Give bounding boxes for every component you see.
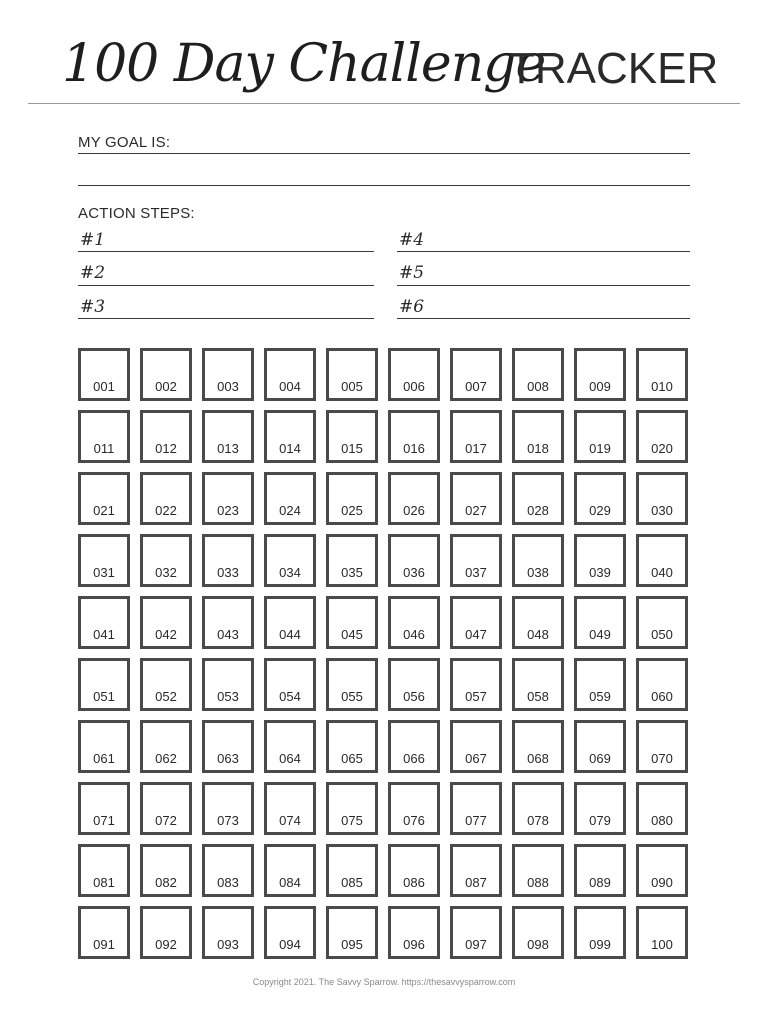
day-number: 043 bbox=[217, 627, 239, 642]
day-number: 069 bbox=[589, 751, 611, 766]
day-number: 055 bbox=[341, 689, 363, 704]
day-box[interactable] bbox=[636, 906, 688, 959]
day-number: 047 bbox=[465, 627, 487, 642]
day-number: 084 bbox=[279, 875, 301, 890]
day-box[interactable] bbox=[78, 906, 130, 959]
day-box[interactable] bbox=[574, 348, 626, 401]
day-number: 099 bbox=[589, 937, 611, 952]
day-box[interactable] bbox=[264, 658, 316, 711]
day-box[interactable] bbox=[512, 658, 564, 711]
day-box[interactable] bbox=[636, 410, 688, 463]
day-box[interactable] bbox=[450, 782, 502, 835]
day-number: 052 bbox=[155, 689, 177, 704]
day-number: 096 bbox=[403, 937, 425, 952]
day-box[interactable] bbox=[512, 534, 564, 587]
day-number: 042 bbox=[155, 627, 177, 642]
day-box[interactable] bbox=[636, 534, 688, 587]
day-box[interactable] bbox=[512, 348, 564, 401]
day-box[interactable] bbox=[450, 720, 502, 773]
day-box[interactable] bbox=[202, 472, 254, 525]
day-box[interactable] bbox=[450, 348, 502, 401]
day-number: 012 bbox=[155, 441, 177, 456]
day-number: 059 bbox=[589, 689, 611, 704]
day-box[interactable] bbox=[388, 596, 440, 649]
day-number: 039 bbox=[589, 565, 611, 580]
day-number: 088 bbox=[527, 875, 549, 890]
day-box[interactable] bbox=[636, 844, 688, 897]
day-number: 051 bbox=[93, 689, 115, 704]
day-number: 058 bbox=[527, 689, 549, 704]
day-number: 033 bbox=[217, 565, 239, 580]
day-box[interactable] bbox=[78, 782, 130, 835]
day-number: 006 bbox=[403, 379, 425, 394]
day-number: 027 bbox=[465, 503, 487, 518]
day-number: 085 bbox=[341, 875, 363, 890]
day-box[interactable] bbox=[264, 596, 316, 649]
day-number: 037 bbox=[465, 565, 487, 580]
title-divider bbox=[28, 103, 740, 104]
day-box[interactable] bbox=[140, 472, 192, 525]
day-box[interactable] bbox=[574, 844, 626, 897]
day-number: 065 bbox=[341, 751, 363, 766]
day-number: 041 bbox=[93, 627, 115, 642]
day-box[interactable] bbox=[202, 720, 254, 773]
day-number: 053 bbox=[217, 689, 239, 704]
day-number: 098 bbox=[527, 937, 549, 952]
day-number: 002 bbox=[155, 379, 177, 394]
day-box[interactable] bbox=[388, 472, 440, 525]
day-number: 011 bbox=[93, 441, 115, 456]
day-number: 035 bbox=[341, 565, 363, 580]
day-box[interactable] bbox=[574, 534, 626, 587]
day-number: 031 bbox=[93, 565, 115, 580]
day-number: 022 bbox=[155, 503, 177, 518]
day-box[interactable] bbox=[202, 348, 254, 401]
day-box[interactable] bbox=[574, 782, 626, 835]
day-box[interactable] bbox=[326, 348, 378, 401]
day-box[interactable] bbox=[326, 720, 378, 773]
day-number: 009 bbox=[589, 379, 611, 394]
day-box[interactable] bbox=[450, 906, 502, 959]
title-script: 100 Day Challenge bbox=[62, 34, 546, 94]
goal-line-1[interactable] bbox=[78, 153, 690, 154]
day-box[interactable] bbox=[140, 720, 192, 773]
day-number: 083 bbox=[217, 875, 239, 890]
action-step-6-line[interactable] bbox=[397, 318, 690, 319]
day-number: 021 bbox=[93, 503, 115, 518]
day-box[interactable] bbox=[264, 844, 316, 897]
day-box[interactable] bbox=[450, 596, 502, 649]
action-step-4-label: #4 bbox=[399, 230, 425, 250]
day-box[interactable] bbox=[636, 720, 688, 773]
day-box[interactable] bbox=[140, 348, 192, 401]
day-number: 038 bbox=[527, 565, 549, 580]
day-number: 046 bbox=[403, 627, 425, 642]
day-box[interactable] bbox=[388, 534, 440, 587]
action-step-5-line[interactable] bbox=[397, 285, 690, 286]
action-step-5-label: #5 bbox=[399, 263, 425, 283]
day-box[interactable] bbox=[388, 348, 440, 401]
day-number: 089 bbox=[589, 875, 611, 890]
day-number: 061 bbox=[93, 751, 115, 766]
day-number: 049 bbox=[589, 627, 611, 642]
day-number: 025 bbox=[341, 503, 363, 518]
action-step-1-line[interactable] bbox=[78, 251, 374, 252]
day-box[interactable] bbox=[326, 410, 378, 463]
day-box[interactable] bbox=[636, 596, 688, 649]
day-number: 056 bbox=[403, 689, 425, 704]
day-number: 054 bbox=[279, 689, 301, 704]
copyright-footer: Copyright 2021. The Savvy Sparrow. https://thesavvysparrow.com bbox=[252, 977, 516, 987]
day-box[interactable] bbox=[202, 906, 254, 959]
day-box[interactable] bbox=[450, 534, 502, 587]
day-number: 018 bbox=[527, 441, 549, 456]
day-box[interactable] bbox=[574, 472, 626, 525]
day-box[interactable] bbox=[326, 906, 378, 959]
day-box[interactable] bbox=[202, 534, 254, 587]
day-number: 036 bbox=[403, 565, 425, 580]
day-box[interactable] bbox=[264, 410, 316, 463]
day-number: 013 bbox=[217, 441, 239, 456]
day-number: 040 bbox=[651, 565, 673, 580]
day-box[interactable] bbox=[140, 596, 192, 649]
day-number: 001 bbox=[93, 379, 115, 394]
day-number: 067 bbox=[465, 751, 487, 766]
day-number: 028 bbox=[527, 503, 549, 518]
day-number: 068 bbox=[527, 751, 549, 766]
day-number: 095 bbox=[341, 937, 363, 952]
day-box[interactable] bbox=[140, 782, 192, 835]
day-box[interactable] bbox=[202, 844, 254, 897]
day-number: 090 bbox=[651, 875, 673, 890]
day-box[interactable] bbox=[512, 906, 564, 959]
day-box[interactable] bbox=[78, 596, 130, 649]
day-box[interactable] bbox=[326, 472, 378, 525]
day-number: 064 bbox=[279, 751, 301, 766]
day-number: 093 bbox=[217, 937, 239, 952]
day-number: 005 bbox=[341, 379, 363, 394]
goal-line-2[interactable] bbox=[78, 185, 690, 186]
day-number: 060 bbox=[651, 689, 673, 704]
action-step-2-line[interactable] bbox=[78, 285, 374, 286]
day-box[interactable] bbox=[264, 472, 316, 525]
day-box[interactable] bbox=[326, 534, 378, 587]
day-box[interactable] bbox=[636, 348, 688, 401]
action-step-6-label: #6 bbox=[399, 297, 425, 317]
day-box[interactable] bbox=[202, 782, 254, 835]
day-box[interactable] bbox=[574, 906, 626, 959]
day-box[interactable] bbox=[450, 410, 502, 463]
action-step-3-label: #3 bbox=[80, 297, 106, 317]
day-number: 019 bbox=[589, 441, 611, 456]
day-box[interactable] bbox=[388, 658, 440, 711]
day-box[interactable] bbox=[636, 472, 688, 525]
day-box[interactable] bbox=[450, 658, 502, 711]
day-number: 087 bbox=[465, 875, 487, 890]
day-number: 066 bbox=[403, 751, 425, 766]
day-number: 034 bbox=[279, 565, 301, 580]
action-step-3-line[interactable] bbox=[78, 318, 374, 319]
day-number: 092 bbox=[155, 937, 177, 952]
goal-label: MY GOAL IS: bbox=[78, 134, 171, 151]
day-box[interactable] bbox=[326, 658, 378, 711]
day-box[interactable] bbox=[264, 348, 316, 401]
day-number: 063 bbox=[217, 751, 239, 766]
day-number: 097 bbox=[465, 937, 487, 952]
day-number: 030 bbox=[651, 503, 673, 518]
day-box[interactable] bbox=[450, 472, 502, 525]
day-number: 017 bbox=[465, 441, 487, 456]
day-box[interactable] bbox=[388, 906, 440, 959]
day-number: 023 bbox=[217, 503, 239, 518]
day-box[interactable] bbox=[636, 782, 688, 835]
day-number: 015 bbox=[341, 441, 363, 456]
day-number: 075 bbox=[341, 813, 363, 828]
day-number: 010 bbox=[651, 379, 673, 394]
day-number: 016 bbox=[403, 441, 425, 456]
day-number: 050 bbox=[651, 627, 673, 642]
day-box[interactable] bbox=[512, 472, 564, 525]
day-box[interactable] bbox=[78, 720, 130, 773]
day-box[interactable] bbox=[78, 410, 130, 463]
day-number: 048 bbox=[527, 627, 549, 642]
day-number: 082 bbox=[155, 875, 177, 890]
day-box[interactable] bbox=[388, 720, 440, 773]
day-number: 091 bbox=[93, 937, 115, 952]
day-box[interactable] bbox=[326, 596, 378, 649]
day-number: 003 bbox=[217, 379, 239, 394]
day-box[interactable] bbox=[78, 534, 130, 587]
day-box[interactable] bbox=[78, 472, 130, 525]
day-box[interactable] bbox=[78, 844, 130, 897]
day-number: 074 bbox=[279, 813, 301, 828]
day-number: 032 bbox=[155, 565, 177, 580]
day-box[interactable] bbox=[512, 720, 564, 773]
day-number: 014 bbox=[279, 441, 301, 456]
day-number: 062 bbox=[155, 751, 177, 766]
action-step-2-label: #2 bbox=[80, 263, 106, 283]
title-tracker: TRACKER bbox=[508, 44, 719, 93]
day-number: 081 bbox=[93, 875, 115, 890]
day-box[interactable] bbox=[574, 658, 626, 711]
day-box[interactable] bbox=[264, 782, 316, 835]
day-box[interactable] bbox=[264, 534, 316, 587]
day-number: 100 bbox=[651, 937, 673, 952]
day-box[interactable] bbox=[574, 410, 626, 463]
day-box[interactable] bbox=[140, 906, 192, 959]
day-box[interactable] bbox=[326, 844, 378, 897]
day-number: 004 bbox=[279, 379, 301, 394]
tracker-grid bbox=[78, 348, 692, 964]
day-number: 079 bbox=[589, 813, 611, 828]
day-box[interactable] bbox=[140, 844, 192, 897]
day-number: 044 bbox=[279, 627, 301, 642]
day-number: 057 bbox=[465, 689, 487, 704]
action-steps-label: ACTION STEPS: bbox=[78, 205, 195, 222]
day-number: 077 bbox=[465, 813, 487, 828]
day-box[interactable] bbox=[512, 844, 564, 897]
day-box[interactable] bbox=[78, 348, 130, 401]
day-box[interactable] bbox=[512, 782, 564, 835]
day-box[interactable] bbox=[512, 410, 564, 463]
day-number: 008 bbox=[527, 379, 549, 394]
day-box[interactable] bbox=[202, 410, 254, 463]
day-box[interactable] bbox=[78, 658, 130, 711]
day-box[interactable] bbox=[264, 906, 316, 959]
day-box[interactable] bbox=[202, 658, 254, 711]
day-number: 071 bbox=[93, 813, 115, 828]
day-number: 094 bbox=[279, 937, 301, 952]
day-box[interactable] bbox=[140, 658, 192, 711]
day-box[interactable] bbox=[388, 410, 440, 463]
day-number: 070 bbox=[651, 751, 673, 766]
day-box[interactable] bbox=[574, 596, 626, 649]
day-number: 045 bbox=[341, 627, 363, 642]
page-title bbox=[62, 30, 719, 110]
day-box[interactable] bbox=[202, 596, 254, 649]
day-box[interactable] bbox=[140, 410, 192, 463]
day-box[interactable] bbox=[450, 844, 502, 897]
action-step-4-line[interactable] bbox=[397, 251, 690, 252]
day-box[interactable] bbox=[388, 782, 440, 835]
day-number: 086 bbox=[403, 875, 425, 890]
day-number: 076 bbox=[403, 813, 425, 828]
day-number: 029 bbox=[589, 503, 611, 518]
day-box[interactable] bbox=[512, 596, 564, 649]
day-box[interactable] bbox=[326, 782, 378, 835]
day-number: 007 bbox=[465, 379, 487, 394]
day-number: 024 bbox=[279, 503, 301, 518]
action-step-1-label: #1 bbox=[80, 230, 106, 250]
day-number: 073 bbox=[217, 813, 239, 828]
day-box[interactable] bbox=[636, 658, 688, 711]
day-number: 078 bbox=[527, 813, 549, 828]
day-number: 020 bbox=[651, 441, 673, 456]
day-number: 080 bbox=[651, 813, 673, 828]
day-box[interactable] bbox=[388, 844, 440, 897]
day-box[interactable] bbox=[140, 534, 192, 587]
day-box[interactable] bbox=[574, 720, 626, 773]
day-number: 072 bbox=[155, 813, 177, 828]
day-number: 026 bbox=[403, 503, 425, 518]
day-box[interactable] bbox=[264, 720, 316, 773]
